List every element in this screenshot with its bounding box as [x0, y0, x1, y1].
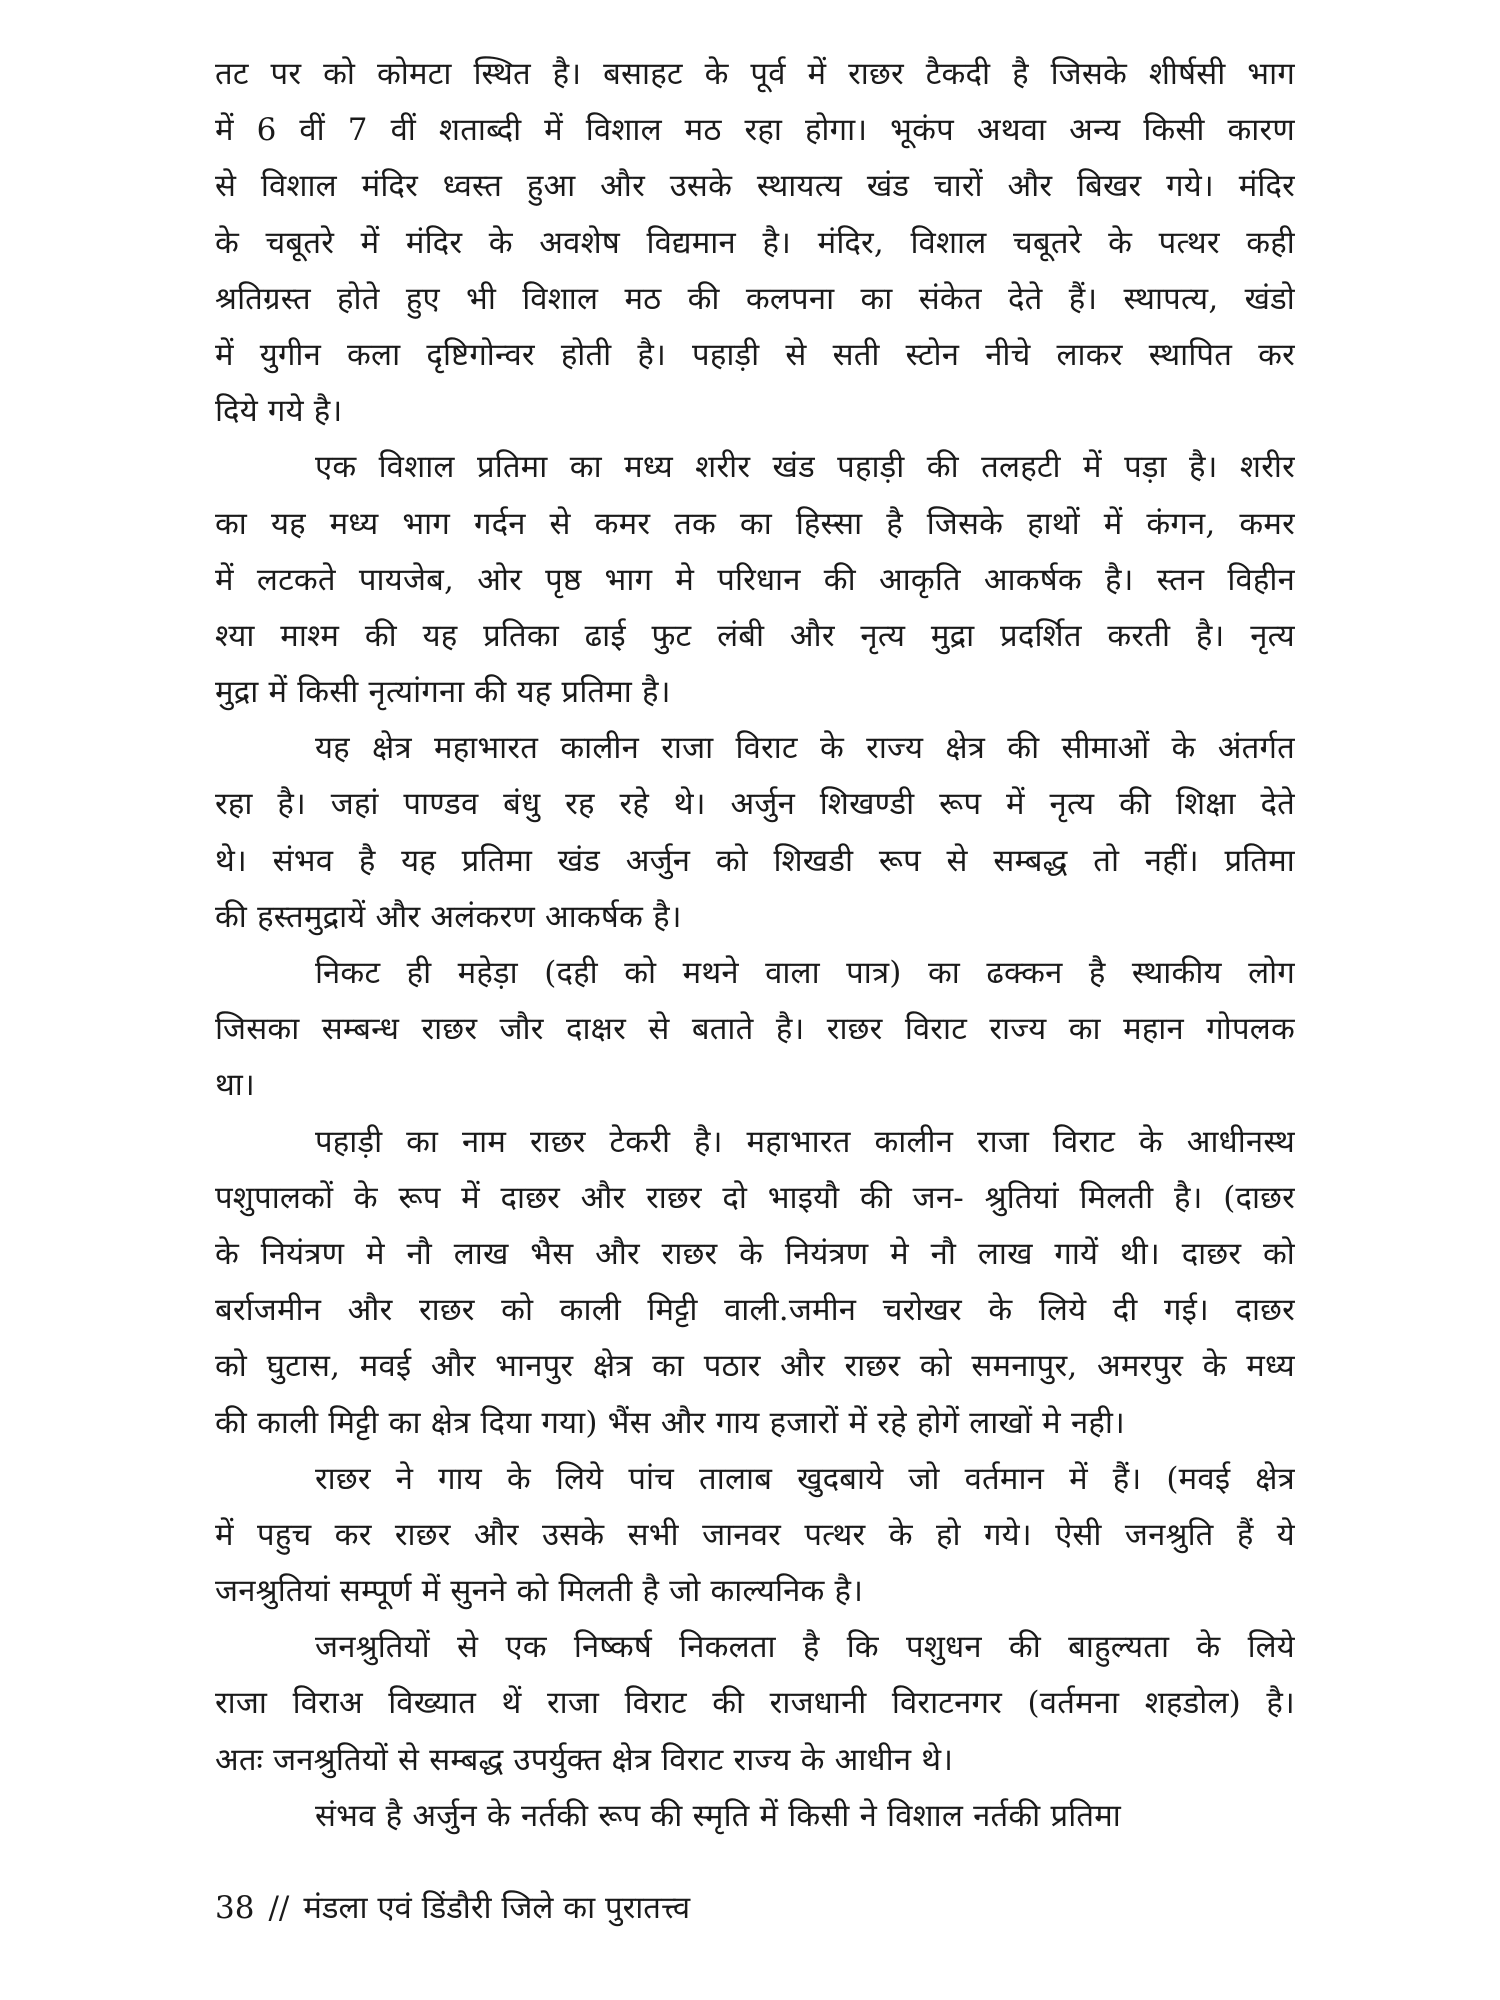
paragraph	[215, 1788, 1295, 1844]
text-line: बर्राजमीन और राछर को काली मिट्टी वाली.जमीन चरोखर के लिये दी गई। दाछर	[215, 1292, 1295, 1329]
book-title: मंडला एवं डिंडौरी जिले का पुरातत्त्व	[303, 1890, 691, 1926]
paragraph	[215, 945, 1295, 1114]
text-line: दिये गये है।	[215, 393, 343, 430]
text-line: का यह मध्य भाग गर्दन से कमर तक का हिस्सा है जिसके हाथों में कंगन, कमर	[215, 505, 1295, 542]
text-line: को घुटास, मवई और भानपुर क्षेत्र का पठार और राछर को समनापुर, अमरपुर के मध्य	[215, 1348, 1295, 1385]
text-line: श्रतिग्रस्त होते हुए भी विशाल मठ की कलपना का संकेत देते हैं। स्थापत्य, खंडो	[215, 280, 1295, 317]
body-text	[215, 46, 1295, 1844]
footer-separator: //	[268, 1890, 290, 1926]
text-line: निकट ही महेड़ा (दही को मथने वाला पात्र) का ढक्कन है स्थाकीय लोग	[315, 955, 1295, 991]
text-line: पशुपालकों के रूप में दाछर और राछर दो भाइयौ की जन- श्रुतियां मिलती है। (दाछर	[215, 1179, 1295, 1216]
paragraph	[215, 46, 1295, 439]
text-line: से विशाल मंदिर ध्वस्त हुआ और उसके स्थायत्य खंड चारों और बिखर गये। मंदिर	[215, 168, 1295, 205]
text-line: की हस्तमुद्रायें और अलंकरण आकर्षक है।	[215, 898, 682, 935]
paragraph	[215, 1619, 1295, 1788]
text-line: रहा है। जहां पाण्डव बंधु रह रहे थे। अर्जुन शिखण्डी रूप में नृत्य की शिक्षा देते	[215, 786, 1295, 823]
text-line: यह क्षेत्र महाभारत कालीन राजा विराट के राज्य क्षेत्र की सीमाओं के अंतर्गत	[315, 730, 1295, 767]
text-line: में युगीन कला दृष्टिगोन्वर होती है। पहाड़ी से सती स्टोन नीचे लाकर स्थापित कर	[215, 336, 1295, 373]
text-line: जनश्रुतियों से एक निष्कर्ष निकलता है कि पशुधन की बाहुल्यता के लिये	[315, 1629, 1295, 1666]
paragraph	[215, 1114, 1295, 1451]
text-line: थे। संभव है यह प्रतिमा खंड अर्जुन को शिखडी रूप से सम्बद्ध तो नहीं। प्रतिमा	[215, 842, 1295, 879]
text-line: के चबूतरे में मंदिर के अवशेष विद्यमान है। मंदिर, विशाल चबूतरे के पत्थर कही	[215, 224, 1295, 261]
paragraph	[215, 439, 1295, 720]
text-line: मुद्रा में किसी नृत्यांगना की यह प्रतिमा है।	[215, 674, 671, 711]
text-line: तट पर को कोमटा स्थित है। बसाहट के पूर्व में राछर टैकदी है जिसके शीर्षसी भाग	[215, 56, 1295, 92]
text-line: के नियंत्रण मे नौ लाख भैस और राछर के नियंत्रण मे नौ लाख गायें थी। दाछर को	[215, 1235, 1295, 1272]
text-line: पहाड़ी का नाम राछर टेकरी है। महाभारत कालीन राजा विराट के आधीनस्थ	[315, 1123, 1295, 1160]
text-line: में लटकते पायजेब, ओर पृष्ठ भाग मे परिधान की आकृति आकर्षक है। स्तन विहीन	[215, 561, 1295, 598]
text-line: जनश्रुतियां सम्पूर्ण में सुनने को मिलती है जो काल्यनिक है।	[215, 1573, 864, 1610]
text-line: जिसका सम्बन्ध राछर जौर दाक्षर से बताते है। राछर विराट राज्य का महान गोपलक	[215, 1011, 1295, 1048]
paragraph	[215, 1451, 1295, 1620]
text-line: अतः जनश्रुतियों से सम्बद्ध उपर्युक्त क्षेत्र विराट राज्य के आधीन थे।	[215, 1741, 954, 1778]
text-line: था।	[215, 1067, 255, 1104]
text-line: राछर ने गाय के लिये पांच तालाब खुदबाये जो वर्तमान में हैं। (मवई क्षेत्र	[315, 1460, 1295, 1497]
text-line: एक विशाल प्रतिमा का मध्य शरीर खंड पहाड़ी की तलहटी में पड़ा है। शरीर	[315, 449, 1295, 486]
page-number: 38	[215, 1890, 255, 1926]
text-line: की काली मिट्टी का क्षेत्र दिया गया) भैंस और गाय हजारों में रहे होगें लाखों मे नही।	[215, 1404, 1126, 1441]
text-line: में पहुच कर राछर और उसके सभी जानवर पत्थर के हो गये। ऐसी जनश्रुति हैं ये	[215, 1516, 1295, 1553]
paragraph	[215, 720, 1295, 945]
text-line: राजा विराअ विख्यात थें राजा विराट की राजधानी विराटनगर (वर्तमना शहडोल) है।	[215, 1685, 1295, 1722]
text-line: श्या माश्म की यह प्रतिका ढाई फुट लंबी और नृत्य मुद्रा प्रदर्शित करती है। नृत्य	[215, 617, 1295, 654]
text-line: में 6 वीं 7 वीं शताब्दी में विशाल मठ रहा होगा। भूकंप अथवा अन्य किसी कारण	[215, 112, 1295, 149]
page-footer	[215, 1888, 690, 1928]
text-line: संभव है अर्जुन के नर्तकी रूप की स्मृति में किसी ने विशाल नर्तकी प्रतिमा	[315, 1797, 1121, 1834]
